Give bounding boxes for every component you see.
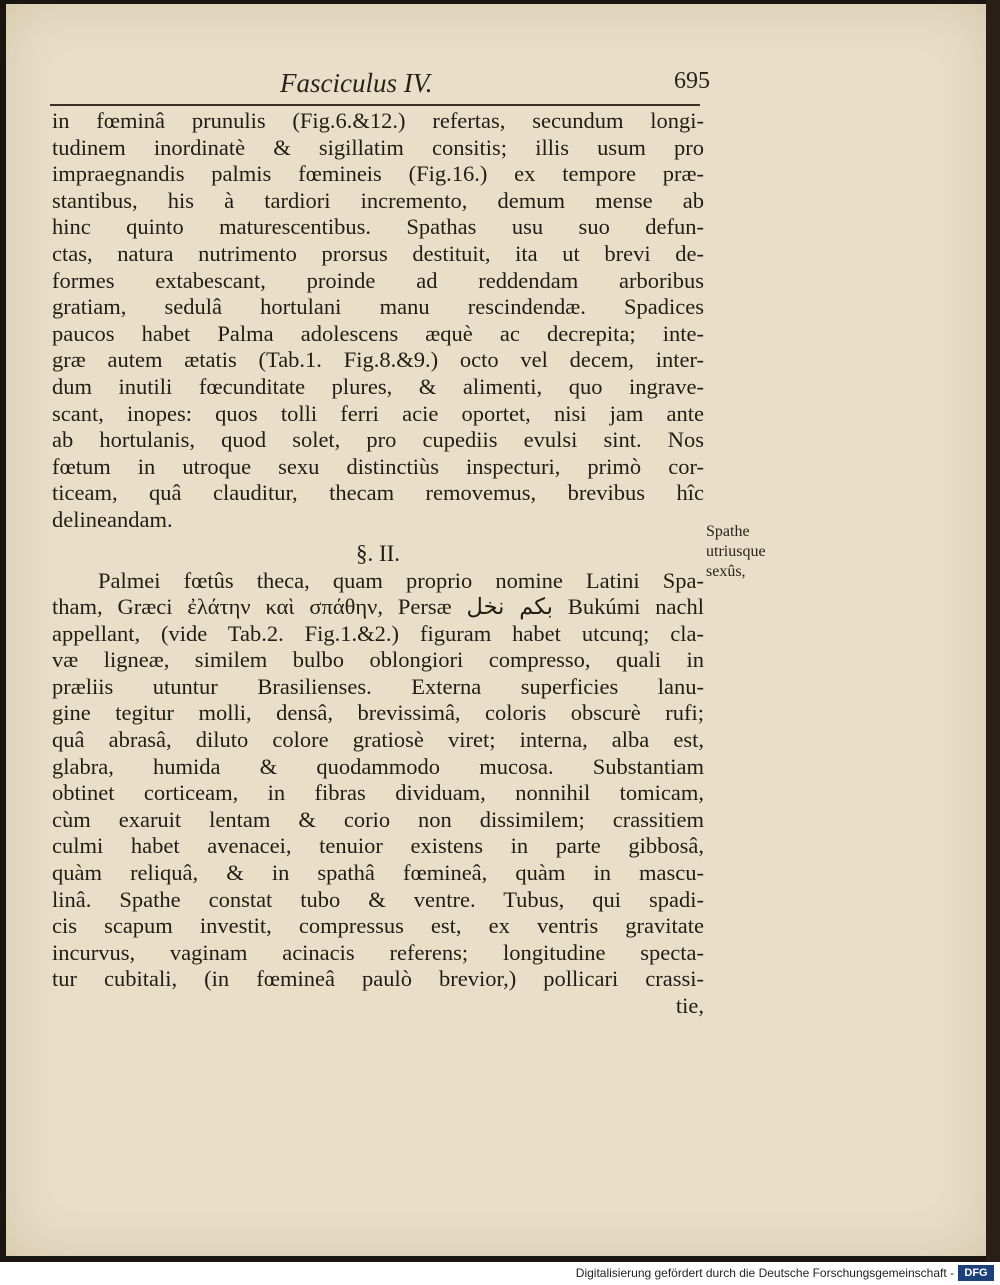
text-line: fœtum in utroque sexu distinctiùs inspecturi, primò cor- <box>52 453 704 479</box>
marginal-note <box>706 522 796 582</box>
binding-edge <box>986 0 1000 1262</box>
digitization-footer <box>0 1262 1000 1285</box>
catchword: tie, <box>675 993 704 1018</box>
text-line: glabra, humida & quodammodo mucosa. Substantiam <box>52 753 704 779</box>
text-line: dum inutili fœcunditate plures, & alimenti, quo ingrave- <box>52 373 704 399</box>
page-number: 695 <box>674 68 710 94</box>
text-line: præliis utuntur Brasilienses. Externa superficies lanu- <box>52 673 704 699</box>
text-line: in fœminâ prunulis (Fig.6.&12.) refertas, secundum longi- <box>52 108 704 133</box>
text-line: cis scapum investit, compressus est, ex ventris gravitate <box>52 913 704 939</box>
text-line: quâ abrasâ, diluto colore gratiosè viret; interna, alba est, <box>52 727 704 753</box>
text-line: ticeam, quâ clauditur, thecam removemus, brevibus hîc <box>52 480 704 506</box>
text-line: scant, inopes: quos tolli ferri acie oportet, nisi jam ante <box>52 400 704 426</box>
text-line: tur cubitali, (in fœmineâ paulò brevior,) pollicari crassi- <box>52 966 704 992</box>
text-line: quàm reliquâ, & in spathâ fœmineâ, quàm in mascu- <box>52 860 704 886</box>
text-line: gine tegitur molli, densâ, brevissimâ, coloris obscurè rufi; <box>52 700 704 726</box>
text-line: culmi habet avenacei, tenuior existens in parte gibbosâ, <box>52 833 704 859</box>
text-line: cùm exaruit lentam & corio non dissimilem; crassitiem <box>52 806 704 832</box>
text-line: græ autem ætatis (Tab.1. Fig.8.&9.) octo vel decem, inter- <box>52 347 704 373</box>
text-line: formes extabescant, proinde ad reddendam arboribus <box>52 267 704 293</box>
header-rule <box>50 104 700 106</box>
dfg-logo: DFG <box>958 1265 994 1281</box>
text-line: hinc quinto maturescentibus. Spathas usu suo defun- <box>52 214 704 240</box>
text-line: obtinet corticeam, in fibras dividuam, nonnihil tomicam, <box>52 780 704 806</box>
marginal-note-line: sexûs, <box>706 563 746 580</box>
text-line: gratiam, sedulâ hortulani manu rescindendæ. Spadices <box>52 294 704 320</box>
text-line: incurvus, vaginam acinacis referens; longitudine specta- <box>52 939 704 965</box>
running-head: Fasciculus IV. <box>280 68 433 98</box>
marginal-note-line: utriusque <box>706 543 766 560</box>
page-header <box>240 68 710 102</box>
text-line: paucos habet Palma adolescens æquè ac decrepita; inte- <box>52 320 704 346</box>
section-heading: §. II. <box>355 540 401 566</box>
text-line: linâ. Spathe constat tubo & ventre. Tubus, qui spadi- <box>52 886 704 912</box>
funding-credit: Digitalisierung gefördert durch die Deutsche Forschungsgemeinschaft - <box>575 1266 954 1280</box>
text-line: væ ligneæ, similem bulbo oblongiori compresso, quali in <box>52 647 704 673</box>
main-text <box>52 108 704 1020</box>
text-line: stantibus, his à tardiori incremento, demum mense ab <box>52 187 704 213</box>
text-line: impraegnandis palmis fœmineis (Fig.16.) ex tempore præ- <box>52 161 704 187</box>
text-line: Palmei fœtûs theca, quam proprio nomine Latini Spa- <box>98 567 704 593</box>
marginal-note-line: Spathe <box>706 523 750 540</box>
text-line: ctas, natura nutrimento prorsus destituit, ita ut brevi de- <box>52 240 704 266</box>
text-line: tham, Græci ἐλάτην καὶ σπάθην, Persæ بكم نخل Bukúmi nachl <box>52 594 705 620</box>
text-line: tudinem inordinatè & sigillatim consitis; illis usum pro <box>52 134 704 160</box>
text-line: appellant, (vide Tab.2. Fig.1.&2.) figuram habet utcunq; cla- <box>52 620 704 646</box>
text-line: ab hortulanis, quod solet, pro cupediis evulsi sint. Nos <box>52 427 704 453</box>
text-line: delineandam. <box>52 506 173 532</box>
